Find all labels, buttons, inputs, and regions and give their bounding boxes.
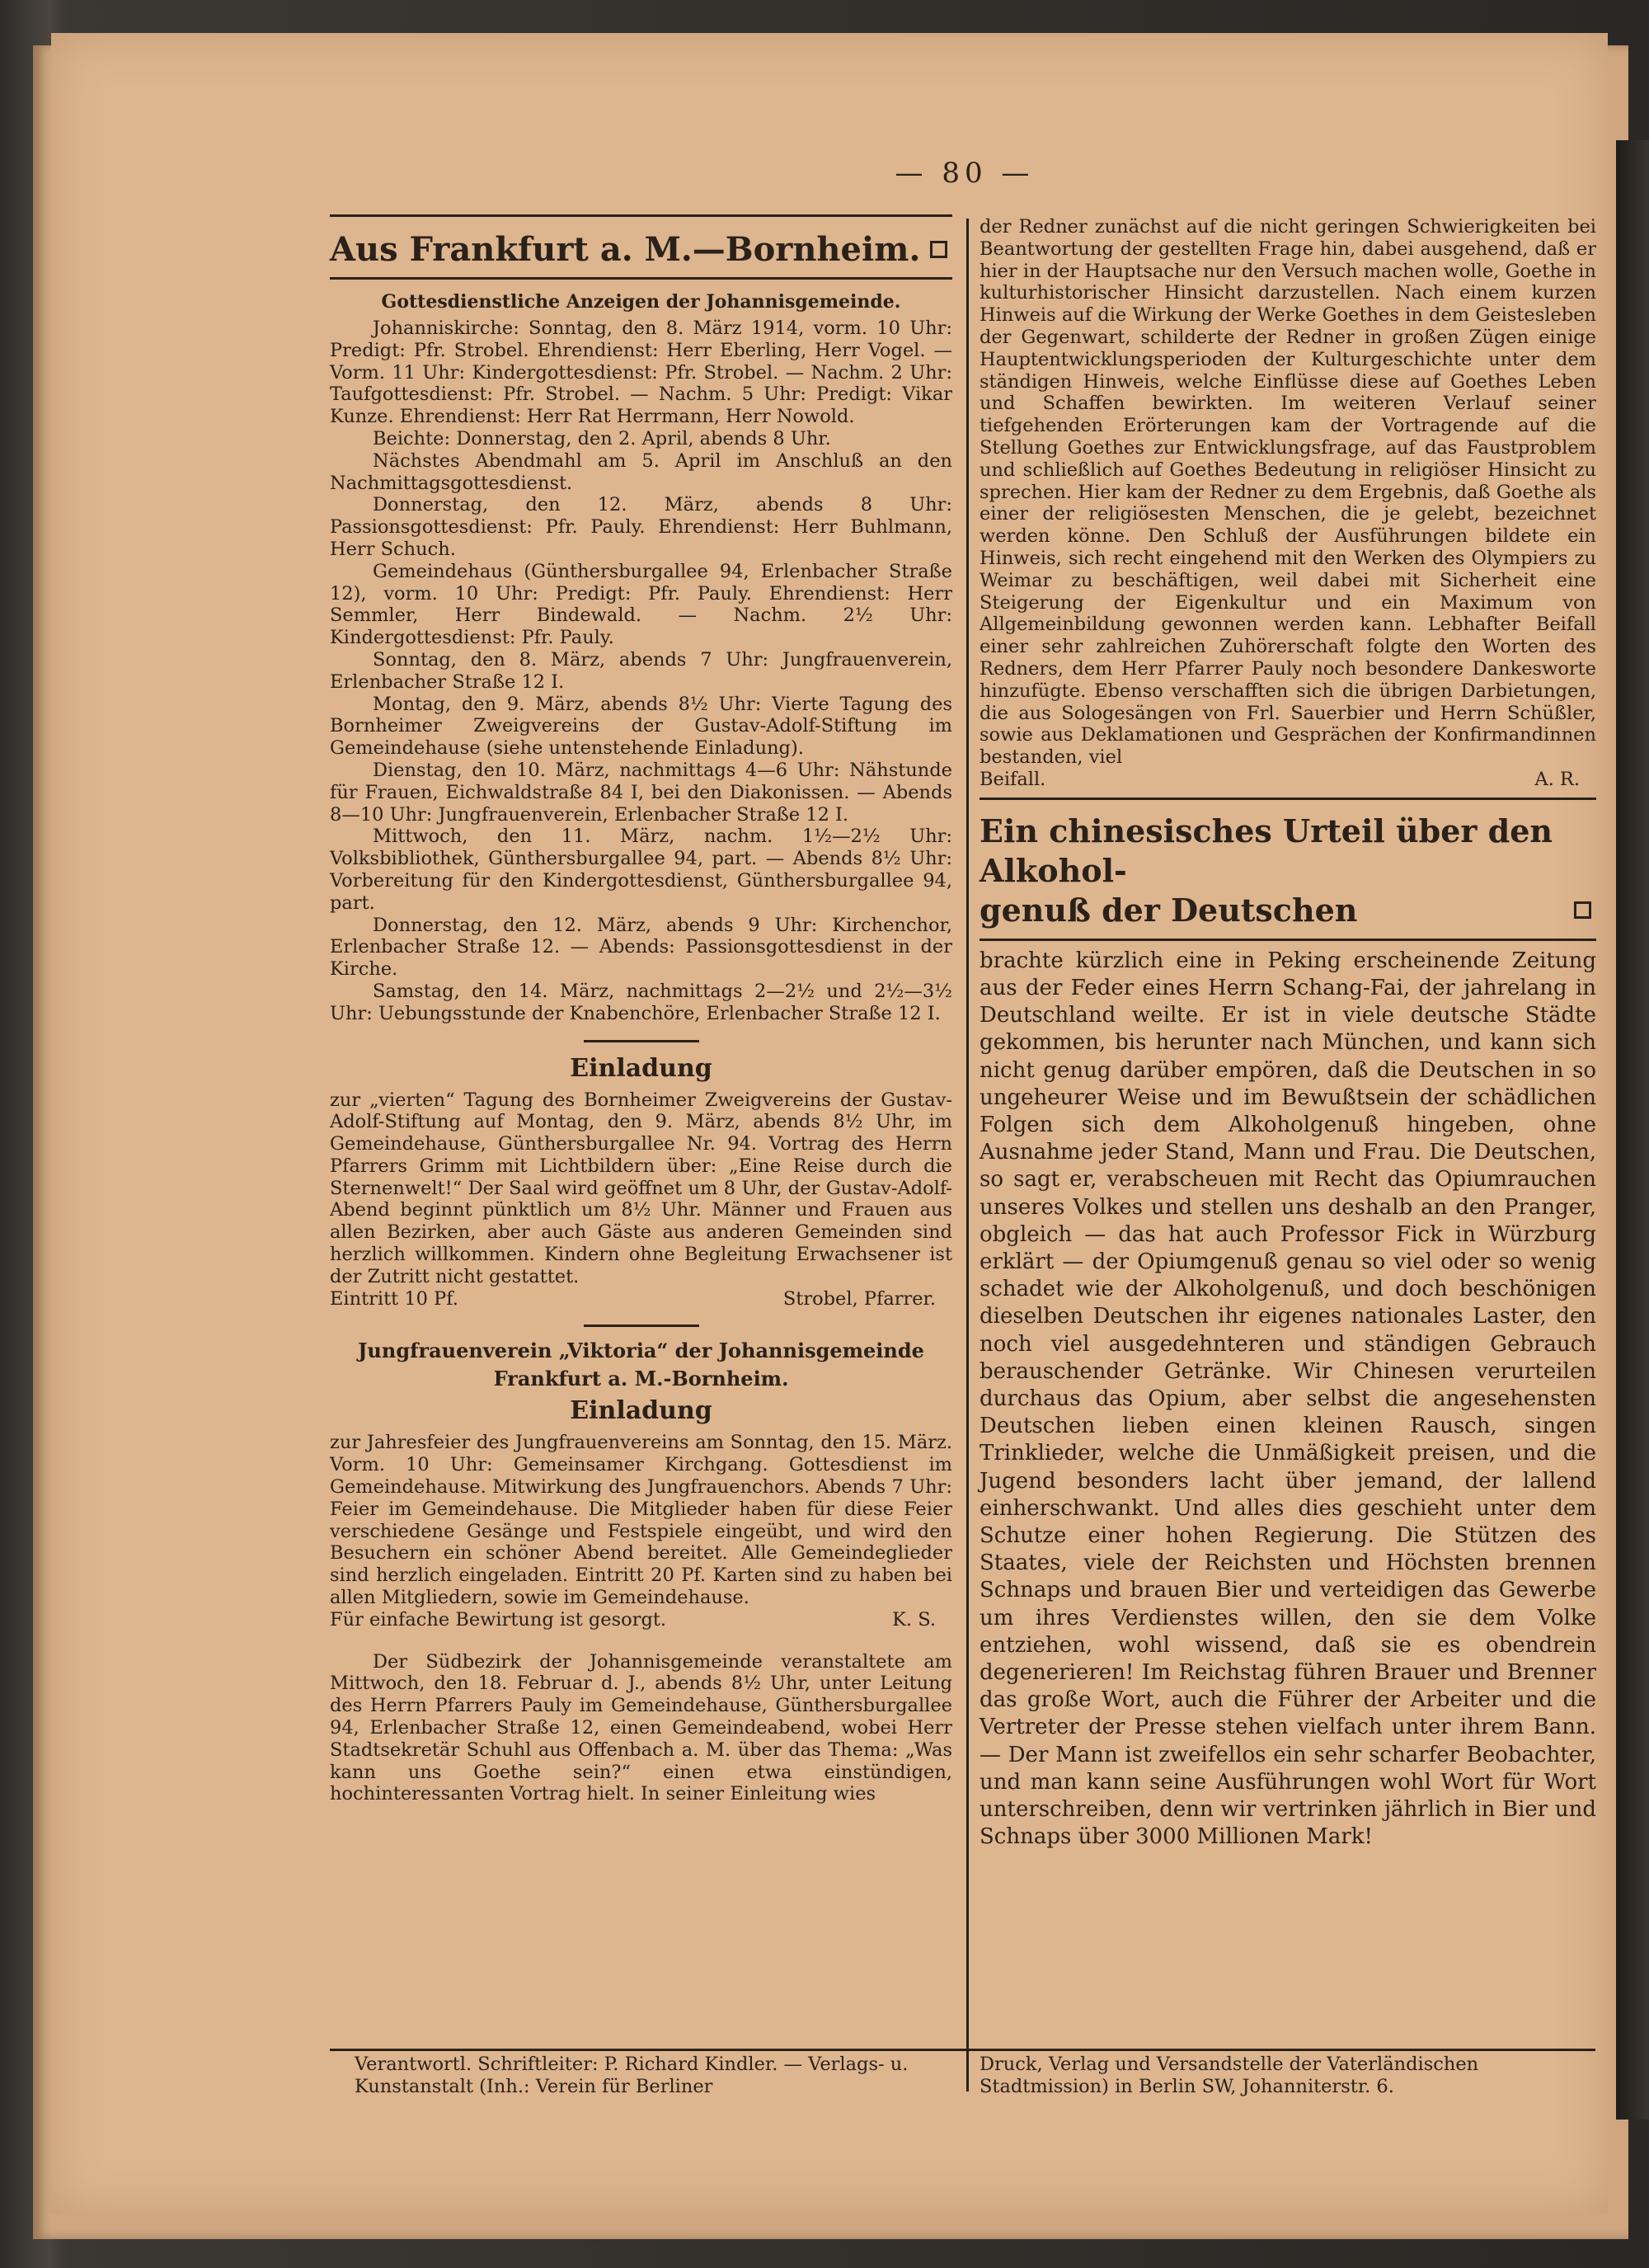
verein-last-line: Für einfache Bewirtung ist gesorgt. [330,1608,667,1630]
subtitle: Gottesdienstliche Anzeigen der Johannisgemeinde. [381,291,901,313]
paragraph: Dienstag, den 10. März, nachmittags 4—6 Uhr: Nähstunde für Frauen, Eichwaldstraße 84 I, bei den Diakonissen. — Abends 8—10 Uhr: Jungfrauenverein, Erlenbacher Straße 12 I. [330,759,952,826]
report-paragraph: Der Südbezirk der Johannisgemeinde veranstaltete am Mittwoch, den 18. Februar d. J., abends 8½ Uhr, unter Leitung des Herrn Pfarrers Pauly im Gemeindehause, Günthersburgallee 94, Erlenbacher Straße 12, einen Gemeindeabend, wobei Herr Stadtsekretär Schuhl aus Offenbach a. M. über das Thema: „Was kann uns Goethe sein?“ einen etwa einstündigen, hochinteressanten Vortrag hielt. In seiner Einleitung wies [330,1650,952,1805]
section-title [330,214,952,280]
verein-text: zur Jahresfeier des Jungfrauenvereins am Sonntag, den 15. März. Vorm. 10 Uhr: Gemeinsamer Kirchgang. Gottesdienst im Gemeindehause. Mitwirkung des Jungfrauenchors. Abends 7 Uhr: Feier im Gemeindehause. Die Mitglieder haben für diese Feier verschiedene Gesänge und Festspiele eingeübt, und wird den Besuchern ein schöner Abend bereitet. Alle Gemeindeglieder sind herzlich eingeladen. Eintritt 20 Pf. Karten sind zu haben bei allen Mitgliedern, sowie im Gemeindehause. [330,1432,952,1609]
book-edge [1616,140,1649,2120]
paragraph: Donnerstag, den 12. März, abends 9 Uhr: Kirchenchor, Erlenbacher Straße 12. — Abends: Passionsgottesdienst in der Kirche. [330,914,952,981]
footer-right: Druck, Verlag und Versandstelle der Vaterländischen Stadtmission) in Berlin SW, Johanniterstr. 6. [980,2054,1479,2097]
paragraph: Mittwoch, den 11. März, nachm. 1½—2½ Uhr: Volksbibliothek, Günthersburgallee 94, part. — Abends 8½ Uhr: Vorbereitung für den Kindergottesdienst, Günthersburgallee 94, part. [330,826,952,914]
divider [584,1040,699,1042]
right-column [980,216,1596,1851]
verein-title-2: Frankfurt a. M.-Bornheim. [493,1367,789,1391]
report-end-row [980,769,1596,791]
footer-rule [330,2049,1595,2051]
report-initials: A. R. [1534,768,1580,790]
einladung-signature-row [330,1288,952,1310]
article-text: brachte kürzlich eine in Peking erscheinende Zeitung aus der Feder eines Herrn Schang-Fai, der jahrelang in Deutschland weilte. Er ist in viele deutsche Städte gekommen, bis herunter nach München, und kann sich nicht genug darüber empören, daß die Deutschen in so ungeheurer Weise und im Bewußtsein der schädlichen Folgen sich dem Alkoholgenuß hingeben, ohne Ausnahme jeder Stand, Mann und Frau. Die Deutschen, so sagt er, verabscheuen mit Recht das Opiumrauchen unseres Volkes und stellen uns deshalb an den Pranger, obgleich — das hat auch Professor Fick in Würzburg erklärt — der Opiumgenuß genau so viel oder so wenig schadet wie der Alkoholgenuß, und doch beschönigen dieselben Deutschen ihr eigenes nationales Laster, den noch viel ausgedehnteren und ständigen Gebrauch berauschender Getränke. Wir Chinesen verurteilen durchaus das Opium, aber selbst die angesehensten Deutschen lieben einen kleinen Rausch, singen Trinklieder, welche die Unmäßigkeit preisen, und die Jugend besonders lacht über jemand, der lallend einherschwankt. Und alles dies geschieht unter dem Schutze einer hohen Regierung. Die Stützen des Staates, viele der Reichsten und Höchsten brennen Schnaps und brauen Bier und verteidigen das Gewerbe um ihres Verdienstes willen, den sie dem Volke entziehen, wohl wissend, daß sie es obendrein degenerieren! Im Reichstag führen Brauer und Brenner das große Wort, auch die Führer der Arbeiter und die Vertreter der Presse stehen vielfach unter ihrem Bann. — Der Mann ist zweifellos ein sehr scharfer Beobachter, und man kann seine Ausführungen wohl Wort für Wort unterschreiben, denn wir vertrinken jährlich in Bier und Schnaps über 3000 Millionen Mark! [980,948,1596,1850]
divider [584,1325,699,1327]
square-ornament-icon [1574,901,1591,919]
einladung-text: zur „vierten“ Tagung des Bornheimer Zweigvereins der Gustav-Adolf-Stiftung auf Montag, den 9. März, abends 8½ Uhr, im Gemeindehause, Günthersburgallee Nr. 94. Vortrag des Herrn Pfarrers Grimm mit Lichtbildern über: „Eine Reise durch die Sternenwelt!“ Der Saal wird geöffnet um 8 Uhr, der Gustav-Adolf-Abend beginnt pünktlich um 8½ Uhr. Männer und Frauen aus allen Bezirken, aber auch Gäste aus anderen Gemeinden sind herzlich willkommen. Kindern ohne Begleitung Erwachsener ist der Zutritt nicht gestattet. [330,1089,952,1287]
paragraph: Johanniskirche: Sonntag, den 8. März 1914, vorm. 10 Uhr: Predigt: Pfr. Strobel. Ehrendienst: Herr Eberling, Herr Vogel. — Vorm. 11 Uhr: Kindergottesdienst: Pfr. Strobel. — Nachm. 2 Uhr: Taufgottesdienst: Pfr. Strobel. — Nachm. 5 Uhr: Predigt: Vikar Kunze. Ehrendienst: Herr Rat Herrmann, Herr Nowold. [330,318,952,428]
page-number: — 80 — [895,157,1035,190]
square-ornament-icon [930,241,947,258]
paragraph: Sonntag, den 8. März, abends 7 Uhr: Jungfrauenverein, Erlenbacher Straße 12 I. [330,648,952,693]
article-title-line-2: genuß der Deutschen [980,891,1358,929]
entry-fee: Eintritt 10 Pf. [330,1287,458,1310]
verein-initials: K. S. [892,1608,936,1630]
paragraph: Montag, den 9. März, abends 8½ Uhr: Vierte Tagung des Bornheimer Zweigvereins der Gustav-Adolf-Stiftung im Gemeindehause (siehe untenstehende Einladung). [330,693,952,760]
footer-left: Verantwortl. Schriftleiter: P. Richard Kindler. — Verlags- u. Kunstanstalt (Inh.: Verein für Berliner [355,2054,909,2097]
paragraph: Beichte: Donnerstag, den 2. April, abends 8 Uhr. [373,427,831,449]
paragraph: Samstag, den 14. März, nachmittags 2—2½ und 2½—3½ Uhr: Uebungsstunde der Knabenchöre, Erlenbacher Straße 12 I. [330,980,952,1024]
einladung-heading: Einladung [570,1053,712,1083]
verein-title-1: Jungfrauenverein „Viktoria“ der Johannisgemeinde [358,1339,924,1363]
section-title-text: Aus Frankfurt a. M.—Bornheim. [330,230,921,269]
article-title-line-1: Ein chinesisches Urteil über den Alkohol- [980,812,1553,889]
paragraph: Donnerstag, den 12. März, abends 8 Uhr: Passionsgottesdienst: Pfr. Pauly. Ehrendienst: Herr Buhlmann, Herr Schuch. [330,494,952,560]
article-title [980,798,1596,941]
column-divider [966,219,969,2054]
verein-signature-row [330,1609,952,1631]
report-end: Beifall. [980,768,1046,790]
report-continuation: der Redner zunächst auf die nicht geringen Schwierigkeiten bei Beantwortung der gestellten Frage hin, dabei ausgehend, daß er hier in der Hauptsache nur den Versuch machen wolle, Goethe in kulturhistorischer Hinsicht darzustellen. Nach einem kurzen Hinweis auf die Wirkung der Werke Goethes in dem Geistesleben der Gegenwart, schilderte der Redner in großen Zügen einige Hauptentwicklungsperioden der Kulturgeschichte unter dem ständigen Hinweis, welche Einflüsse diese auf Goethes Leben und Schaffen bewirkten. Im weiteren Verlauf seiner tiefgehenden Erörterungen kam der Vortragende auf die Stellung Goethes zur Entwicklungsfrage, auf das Faustproblem und schließlich auf Goethes Bedeutung in religiöser Hinsicht zu sprechen. Hier kam der Redner zu dem Ergebnis, daß Goethe als einer der religiösesten Menschen, die je gelebt, bezeichnet werden könne. Den Schluß der Ausführungen bildete ein Hinweis, sich recht eingehend mit den Werken des Olympiers zu Weimar zu beschäftigen, weil dabei mit Sicherheit eine Steigerung der Eigenkultur und ein Maximum von Allgemeinbildung gewonnen werden kann. Lebhafter Beifall einer sehr zahlreichen Zuhörerschaft folgte den Worten des Redners, dem Herr Pfarrer Pauly noch besondere Dankesworte hinzufügte. Ebenso verschafften sich die übrigen Darbietungen, die aus Sologesängen von Frl. Sauerbier und Herrn Schüßler, sowie aus Deklamationen und Gesprächen der Konfirmandinnen bestanden, viel [980,216,1596,769]
einladung-heading-2: Einladung [570,1396,712,1426]
paragraph: Gemeindehaus (Günthersburgallee 94, Erlenbacher Straße 12), vorm. 10 Uhr: Predigt: Pfr. Pauly. Ehrendienst: Herr Semmler, Herr Bindewald. — Nachm. 2½ Uhr: Kindergottesdienst: Pfr. Pauly. [330,560,952,649]
signature: Strobel, Pfarrer. [782,1287,936,1310]
paragraph: Nächstes Abendmahl am 5. April im Anschluß an den Nachmittagsgottesdienst. [330,449,952,494]
left-column [330,214,952,1805]
